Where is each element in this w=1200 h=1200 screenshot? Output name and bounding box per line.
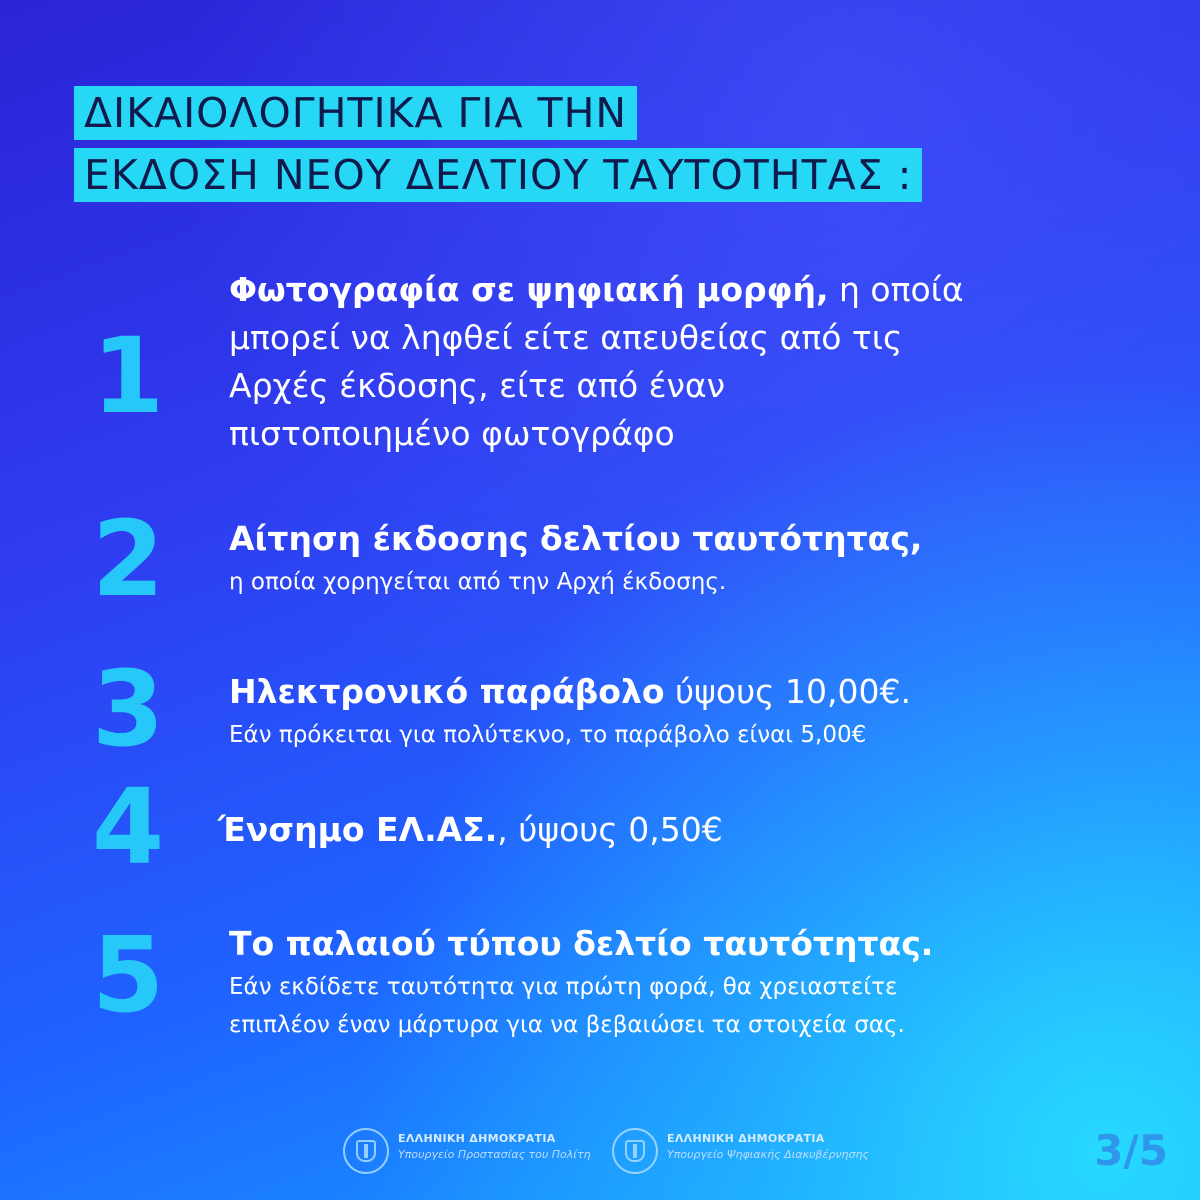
item-2-sub: η οποία χορηγείται από την Αρχή έκδοσης. — [229, 569, 727, 595]
item-number-3: 3 — [91, 648, 165, 770]
item-4-bold: Ένσημο ΕΛ.ΑΣ. — [218, 810, 498, 849]
footer — [0, 1124, 1200, 1184]
org-1-name: ΕΛΛΗΝΙΚΗ ΔΗΜΟΚΡΑΤΙΑ — [398, 1132, 556, 1145]
item-text-1 — [229, 266, 1159, 458]
item-1-rest: η οποία — [828, 270, 964, 309]
title-line-2: ΕΚΔΟΣΗ ΝΕΟΥ ΔΕΛΤΙΟΥ ΤΑΥΤΟΤΗΤΑΣ : — [74, 148, 922, 202]
item-number-4: 4 — [91, 766, 165, 888]
item-text-2 — [229, 515, 1159, 601]
item-1-line-2: μπορεί να ληφθεί είτε απευθείας από τις — [229, 318, 903, 357]
page-counter: 3/5 — [1094, 1126, 1168, 1175]
coat-of-arms-icon — [612, 1128, 658, 1174]
title-line-1: ΔΙΚΑΙΟΛΟΓΗΤΙΚΑ ΓΙΑ ΤΗΝ — [74, 86, 637, 140]
item-3-sub: Εάν πρόκειται για πολύτεκνο, το παράβολο είναι 5,00€ — [229, 722, 867, 748]
item-text-5 — [229, 920, 1159, 1044]
item-5-bold: Το παλαιού τύπου δελτίο ταυτότητας. — [229, 924, 934, 963]
coat-of-arms-icon — [343, 1128, 389, 1174]
item-3-rest: ύψους 10,00€. — [664, 672, 911, 711]
item-number-1: 1 — [91, 315, 165, 437]
org-1-ministry: Υπουργείο Προστασίας του Πολίτη — [398, 1148, 591, 1161]
item-3-bold: Ηλεκτρονικό παράβολο — [229, 672, 665, 711]
item-1-line-3: Αρχές έκδοσης, είτε από έναν — [229, 366, 726, 405]
item-2-bold: Αίτηση έκδοσης δελτίου ταυτότητας, — [229, 519, 923, 558]
item-text-4 — [218, 806, 1148, 854]
item-1-bold: Φωτογραφία σε ψηφιακή μορφή, — [229, 270, 829, 309]
org-2-ministry: Υπουργείο Ψηφιακής Διακυβέρνησης — [667, 1148, 869, 1161]
org-2-name: ΕΛΛΗΝΙΚΗ ΔΗΜΟΚΡΑΤΙΑ — [667, 1132, 825, 1145]
item-number-2: 2 — [91, 498, 165, 620]
item-5-sub-1: Εάν εκδίδετε ταυτότητα για πρώτη φορά, θα χρειαστείτε — [229, 974, 898, 1000]
item-1-line-4: πιστοποιημένο φωτογράφο — [229, 414, 675, 453]
item-5-sub-2: επιπλέον έναν μάρτυρα για να βεβαιώσει τα στοιχεία σας. — [229, 1012, 905, 1038]
item-number-5: 5 — [91, 914, 165, 1036]
item-4-rest: , ύψους 0,50€ — [497, 810, 723, 849]
page-title — [74, 86, 922, 210]
item-text-3 — [229, 668, 1159, 754]
